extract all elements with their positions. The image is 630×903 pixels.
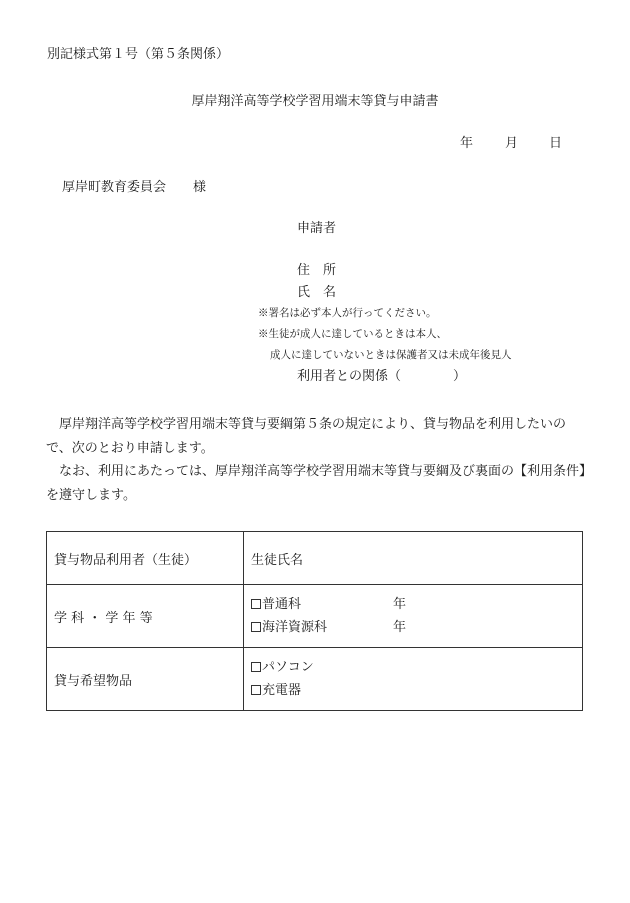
grade-year-label: 年 — [393, 620, 407, 635]
relationship-field — [297, 370, 466, 383]
body-paragraph-1: 厚岸翔洋高等学校学習用端末等貸与要綱第５条の規定により、貸与物品を利用したいので、次のとおり申請します。 — [46, 417, 567, 456]
item-option-pc[interactable] — [251, 656, 582, 679]
application-table — [46, 531, 583, 711]
address-label: 住 所 — [297, 263, 337, 278]
table-row-student — [47, 532, 583, 585]
adult-note: ※生徒が成人に達しているときは本人、 — [258, 328, 447, 340]
grade-year-label: 年 — [393, 597, 407, 612]
checkbox-icon[interactable] — [251, 685, 261, 695]
addressee-honorific: 様 — [193, 180, 207, 195]
date-day-label: 日 — [549, 136, 563, 151]
date-year-label: 年 — [460, 136, 474, 151]
name-label: 氏 名 — [297, 285, 337, 300]
relationship-label: 利用者との関係（ — [297, 369, 402, 384]
items-label: 貸与希望物品 — [47, 648, 244, 711]
minor-note: 成人に達していないときは保護者又は未成年後見人 — [270, 349, 512, 361]
course-option-general[interactable] — [251, 593, 582, 616]
item-option-label: 充電器 — [262, 683, 302, 698]
course-option-label: 海洋資源科 — [262, 620, 328, 635]
course-option-marine[interactable] — [251, 616, 582, 639]
body-text — [46, 413, 586, 507]
document-title: 厚岸翔洋高等学校学習用端末等貸与申請書 — [191, 94, 439, 109]
course-options — [244, 585, 583, 648]
student-name-label: 生徒氏名 — [244, 532, 583, 585]
table-row-items — [47, 648, 583, 711]
body-paragraph-2: なお、利用にあたっては、厚岸翔洋高等学校学習用端末等貸与要綱及び裏面の【利用条件】を遵守します。 — [46, 464, 586, 503]
checkbox-icon[interactable] — [251, 662, 261, 672]
addressee — [62, 181, 206, 194]
item-option-charger[interactable] — [251, 679, 582, 702]
item-options — [244, 648, 583, 711]
student-label: 貸与物品利用者（生徒） — [47, 532, 244, 585]
checkbox-icon[interactable] — [251, 599, 261, 609]
item-option-label: パソコン — [262, 660, 314, 675]
addressee-name: 厚岸町教育委員会 — [62, 180, 167, 195]
checkbox-icon[interactable] — [251, 622, 261, 632]
course-option-label: 普通科 — [262, 597, 302, 612]
applicant-heading: 申請者 — [297, 221, 337, 236]
relationship-close: ） — [453, 369, 467, 384]
signature-note: ※署名は必ず本人が行ってください。 — [258, 307, 437, 319]
course-label: 学 科 ・ 学 年 等 — [47, 585, 244, 648]
table-row-course — [47, 585, 583, 648]
date-month-label: 月 — [505, 136, 519, 151]
form-reference: 別記様式第１号（第５条関係） — [47, 47, 230, 62]
